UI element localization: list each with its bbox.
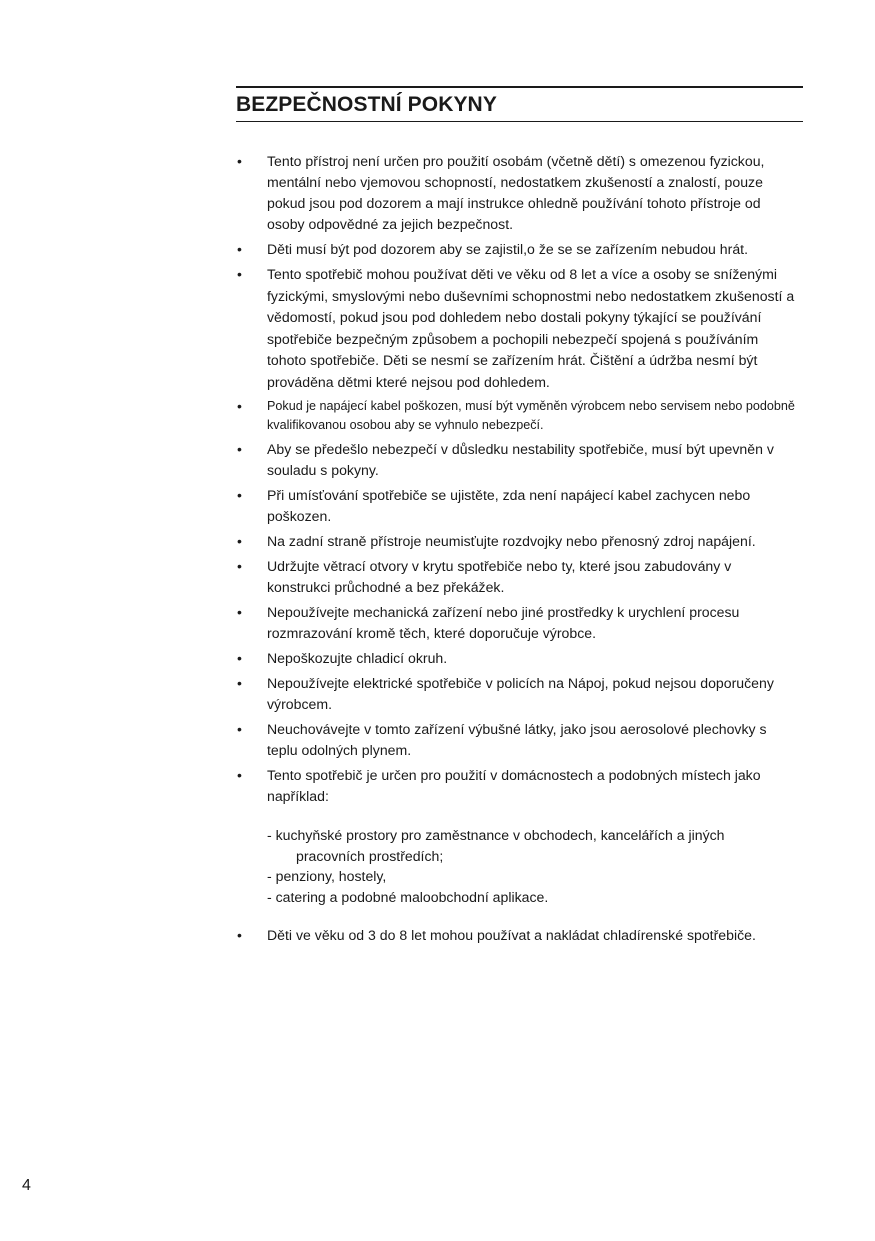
list-item — [236, 485, 796, 527]
list-item-text: Tento přístroj není určen pro použití osobám (včetně dětí) s omezenou fyzickou, mentální nebo vjemovou schopností, nedostatkem zkušeností a znalostí, pouze pokud jsou pod dozorem a mají instrukce ohledně používání tohoto přístroje od osoby odpovědné za jejich bezpečnost. — [267, 153, 765, 232]
bullet-icon: • — [237, 398, 242, 414]
list-item — [236, 648, 796, 669]
list-item — [236, 397, 796, 435]
list-item — [236, 602, 796, 644]
list-item — [236, 765, 796, 907]
list-item — [236, 264, 796, 393]
list-item — [236, 925, 796, 946]
list-item-text: Nepoužívejte mechanická zařízení nebo jiné prostředky k urychlení procesu rozmrazování kromě těch, které doporučuje výrobce. — [267, 604, 740, 641]
list-item-text: Neuchovávejte v tomto zařízení výbušné látky, jako jsou aerosolové plechovky s teplu odolných plynem. — [267, 721, 767, 758]
bullet-icon: • — [237, 767, 242, 783]
list-item-text: Nepoškozujte chladicí okruh. — [267, 650, 448, 666]
list-item-text: Děti musí být pod dozorem aby se zajistil,o že se se zařízením nebudou hrát. — [267, 241, 748, 257]
list-item-text: Při umísťování spotřebiče se ujistěte, zda není napájecí kabel zachycen nebo poškozen. — [267, 487, 751, 524]
list-item — [236, 531, 796, 552]
list-item-text: Udržujte větrací otvory v krytu spotřebiče nebo ty, které jsou zabudovány v konstrukci průchodné a bez překážek. — [267, 558, 732, 595]
bullet-icon: • — [237, 650, 242, 666]
sublist-item: - penziony, hostely, — [267, 868, 387, 884]
bullet-icon: • — [237, 927, 242, 943]
bullet-icon: • — [237, 721, 242, 737]
list-item — [236, 556, 796, 598]
list-item — [236, 239, 796, 260]
safety-instructions-list — [236, 151, 796, 950]
bullet-icon: • — [237, 153, 242, 169]
list-item-text: Tento spotřebič je určen pro použití v domácnostech a podobných místech jako například: — [267, 767, 761, 804]
bullet-icon: • — [237, 533, 242, 549]
page-title: BEZPEČNOSTNÍ POKYNY — [236, 93, 497, 116]
bullet-icon: • — [237, 487, 242, 503]
list-item-text: Pokud je napájecí kabel poškozen, musí být vyměněn výrobcem nebo servisem nebo podobně kvalifikovanou osobou aby se vyhnulo nebezpečí. — [267, 399, 795, 432]
header-top-rule — [236, 86, 803, 88]
list-item-text: Na zadní straně přístroje neumisťujte rozdvojky nebo přenosný zdroj napájení. — [267, 533, 756, 549]
bullet-icon: • — [237, 675, 242, 691]
bullet-icon: • — [237, 558, 242, 574]
bullet-icon: • — [237, 241, 242, 257]
list-item-text: Tento spotřebič mohou používat děti ve věku od 8 let a více a osoby se sníženými fyzickými, smyslovými nebo duševními schopnostmi nebo nedostatkem zkušeností a vědomostí, pokud jsou pod dohledem nebo dostali pokyny týkající se používání spotřebiče bezpečným způsobem a pochopili nebezpečí spojená s používáním tohoto spotřebiče. Děti se nesmí se zařízením hrát. Čištění a údržba nesmí být prováděna dětmi které nejsou pod dohledem. — [267, 266, 795, 390]
sublist-item: - catering a podobné maloobchodní aplikace. — [267, 888, 549, 905]
bullet-icon: • — [237, 441, 242, 457]
list-item-text: Nepoužívejte elektrické spotřebiče v policích na Nápoj, pokud nejsou doporučeny výrobcem. — [267, 675, 774, 712]
sublist-item: - kuchyňské prostory pro zaměstnance v obchodech, kancelářích a jiných pracovních prostředích; — [267, 827, 725, 864]
list-item — [236, 439, 796, 481]
header-bottom-rule — [236, 121, 803, 122]
list-item — [236, 673, 796, 715]
bullet-icon: • — [237, 266, 242, 282]
list-item — [236, 151, 796, 235]
list-item-text: Aby se předešlo nebezpečí v důsledku nestability spotřebiče, musí být upevněn v souladu s pokyny. — [267, 441, 774, 478]
list-item-text: Děti ve věku od 3 do 8 let mohou používat a nakládat chladírenské spotřebiče. — [267, 927, 756, 943]
usage-places-sublist — [267, 825, 796, 907]
bullet-icon: • — [237, 604, 242, 620]
page-number: 4 — [22, 1177, 31, 1194]
list-item — [236, 719, 796, 761]
